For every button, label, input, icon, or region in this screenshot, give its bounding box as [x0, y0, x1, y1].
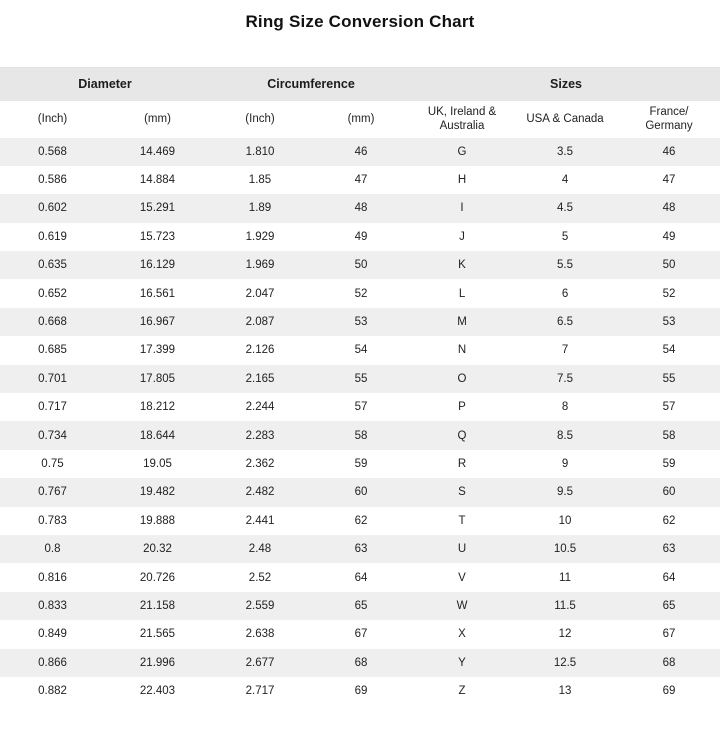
table-cell: P: [458, 401, 466, 414]
table-cell: 2.441: [245, 514, 275, 527]
table-cell: 16.129: [139, 259, 176, 272]
table-cell: 2.283: [245, 429, 275, 442]
table-cell: 62: [354, 514, 368, 527]
table-cell: 5.5: [557, 259, 574, 272]
table-row: [0, 251, 720, 279]
table-cell: 15.291: [139, 202, 176, 215]
table-cell: H: [457, 174, 467, 187]
table-cell: 7: [561, 344, 569, 357]
table-row: [0, 365, 720, 393]
column-header-row: [0, 101, 720, 138]
table-cell: 5: [561, 230, 569, 243]
group-header-circumference: Circumference: [267, 77, 355, 92]
table-cell: 21.158: [139, 599, 176, 612]
column-header-diameter-mm: (mm): [144, 113, 171, 125]
table-cell: 52: [662, 287, 676, 300]
table-cell: 55: [662, 372, 676, 385]
table-cell: 67: [662, 628, 676, 641]
table-cell: 2.165: [245, 372, 275, 385]
table-cell: 6: [561, 287, 569, 300]
table-cell: 16.561: [139, 287, 176, 300]
table-cell: 2.126: [245, 344, 275, 357]
table-cell: 58: [354, 429, 368, 442]
table-cell: W: [456, 599, 468, 612]
table-row: [0, 677, 720, 705]
table-cell: 0.783: [38, 514, 67, 527]
table-cell: 58: [662, 429, 676, 442]
table-row: [0, 649, 720, 677]
table-cell: 49: [662, 230, 676, 243]
table-cell: 4.5: [557, 202, 574, 215]
table-cell: 69: [662, 685, 676, 698]
column-header-uk-ireland-australia: UK, Ireland & Australia: [427, 106, 497, 132]
table-cell: 0.602: [38, 202, 67, 215]
table-cell: 46: [354, 145, 368, 158]
table-cell: 50: [662, 259, 676, 272]
table-cell: 4: [561, 174, 569, 187]
table-cell: 0.652: [38, 287, 67, 300]
table-cell: 2.52: [248, 571, 272, 584]
table-cell: 2.717: [245, 685, 275, 698]
table-cell: 60: [354, 486, 368, 499]
table-row: [0, 279, 720, 307]
table-cell: 18.212: [139, 401, 176, 414]
table-cell: V: [458, 571, 466, 584]
table-cell: 22.403: [139, 685, 176, 698]
table-cell: 6.5: [557, 316, 574, 329]
table-cell: 0.767: [38, 486, 67, 499]
table-cell: 1.969: [245, 259, 275, 272]
table-cell: 12.5: [553, 656, 577, 669]
table-cell: 15.723: [139, 230, 176, 243]
table-cell: 3.5: [557, 145, 574, 158]
table-cell: 0.586: [38, 174, 67, 187]
table-cell: 0.734: [38, 429, 67, 442]
column-header-usa-canada: USA & Canada: [526, 113, 604, 125]
table-row: [0, 194, 720, 222]
table-cell: X: [458, 628, 466, 641]
table-cell: 8: [561, 401, 569, 414]
table-cell: 0.849: [38, 628, 67, 641]
table-cell: M: [457, 316, 467, 329]
table-cell: 62: [662, 514, 676, 527]
table-cell: 2.48: [248, 543, 272, 556]
table-cell: 69: [354, 685, 368, 698]
table-row: [0, 620, 720, 648]
table-cell: 48: [354, 202, 368, 215]
table-cell: 0.75: [41, 457, 64, 470]
table-cell: 53: [354, 316, 368, 329]
table-cell: 63: [662, 543, 676, 556]
table-cell: 60: [662, 486, 676, 499]
table-cell: 1.85: [248, 174, 272, 187]
table-cell: 21.565: [139, 628, 176, 641]
group-header-diameter: Diameter: [78, 77, 132, 92]
table-cell: 59: [662, 457, 676, 470]
table-row: [0, 223, 720, 251]
table-cell: 65: [354, 599, 368, 612]
group-header-row: [0, 68, 720, 101]
table-cell: 59: [354, 457, 368, 470]
table-cell: Z: [458, 685, 466, 698]
table-cell: 0.619: [38, 230, 67, 243]
table-row: [0, 563, 720, 591]
table-cell: 50: [354, 259, 368, 272]
table-row: [0, 421, 720, 449]
table-row: [0, 138, 720, 166]
table-cell: 54: [662, 344, 676, 357]
table-cell: O: [457, 372, 467, 385]
table-body: [0, 138, 720, 706]
table-row: [0, 478, 720, 506]
table-row: [0, 308, 720, 336]
table-cell: 68: [354, 656, 368, 669]
table-cell: 47: [354, 174, 368, 187]
table-cell: 2.244: [245, 401, 275, 414]
table-cell: 17.805: [139, 372, 176, 385]
table-cell: L: [458, 287, 466, 300]
table-cell: 2.638: [245, 628, 275, 641]
table-cell: 12: [558, 628, 572, 641]
table-cell: K: [458, 259, 466, 272]
table-cell: 20.726: [139, 571, 176, 584]
table-cell: 63: [354, 543, 368, 556]
table-cell: 48: [662, 202, 676, 215]
table-cell: 19.05: [143, 457, 172, 470]
table-cell: 18.644: [139, 429, 176, 442]
table-cell: 14.884: [139, 174, 176, 187]
table-cell: 55: [354, 372, 368, 385]
table-row: [0, 592, 720, 620]
table-cell: 9: [561, 457, 569, 470]
table-cell: U: [457, 543, 467, 556]
table-cell: 0.717: [38, 401, 67, 414]
table-row: [0, 336, 720, 364]
table-cell: 46: [662, 145, 676, 158]
table-cell: 17.399: [139, 344, 176, 357]
table-cell: I: [460, 202, 464, 215]
table-cell: 52: [354, 287, 368, 300]
table-cell: Q: [457, 429, 467, 442]
table-cell: 19.888: [139, 514, 176, 527]
table-cell: 2.482: [245, 486, 275, 499]
table-cell: 53: [662, 316, 676, 329]
table-cell: Y: [458, 656, 466, 669]
table-cell: 16.967: [139, 316, 176, 329]
table-cell: 1.89: [248, 202, 272, 215]
table-cell: 2.559: [245, 599, 275, 612]
table-cell: 0.833: [38, 599, 67, 612]
table-cell: 0.568: [38, 145, 67, 158]
table-cell: 2.047: [245, 287, 275, 300]
table-cell: 0.668: [38, 316, 67, 329]
table-row: [0, 535, 720, 563]
column-header-circumference-inch: (Inch): [245, 113, 275, 125]
table-cell: 8.5: [557, 429, 574, 442]
table-cell: 49: [354, 230, 368, 243]
table-cell: 65: [662, 599, 676, 612]
column-header-diameter-inch: (Inch): [37, 113, 68, 125]
table-row: [0, 450, 720, 478]
table-cell: 0.635: [38, 259, 67, 272]
table-cell: 2.087: [245, 316, 275, 329]
table-cell: G: [457, 145, 467, 158]
table-cell: 1.810: [245, 145, 275, 158]
table-cell: 0.882: [38, 685, 67, 698]
table-cell: N: [457, 344, 467, 357]
table-cell: 20.32: [143, 543, 172, 556]
table-cell: 0.701: [38, 372, 67, 385]
table-cell: S: [458, 486, 466, 499]
table-cell: 11.5: [554, 599, 576, 612]
table-cell: 64: [354, 571, 368, 584]
table-cell: 7.5: [557, 372, 574, 385]
table-cell: T: [458, 514, 466, 527]
page-title: Ring Size Conversion Chart: [245, 12, 475, 31]
table-cell: 0.866: [38, 656, 67, 669]
table-cell: 57: [354, 401, 368, 414]
table-cell: 0.8: [44, 543, 61, 556]
table-cell: 11: [559, 571, 571, 584]
table-head: [0, 68, 720, 138]
column-header-circumference-mm: (mm): [347, 113, 375, 125]
table-cell: 14.469: [139, 145, 176, 158]
table-cell: 10: [558, 514, 572, 527]
table-cell: 13: [558, 685, 572, 698]
table-cell: 2.677: [245, 656, 275, 669]
table-cell: R: [457, 457, 467, 470]
table-row: [0, 507, 720, 535]
table-cell: 57: [662, 401, 676, 414]
table-cell: 10.5: [553, 543, 577, 556]
table-cell: 2.362: [245, 457, 275, 470]
table-row: [0, 166, 720, 194]
table-row: [0, 393, 720, 421]
table-cell: 0.816: [38, 571, 67, 584]
table-cell: 64: [662, 571, 676, 584]
table-cell: 1.929: [245, 230, 275, 243]
table-cell: 68: [662, 656, 676, 669]
group-header-sizes: Sizes: [550, 77, 582, 92]
table-cell: 67: [354, 628, 368, 641]
ring-size-conversion-table: [0, 67, 720, 705]
table-cell: 54: [354, 344, 368, 357]
table-cell: 47: [662, 174, 676, 187]
table-cell: 9.5: [557, 486, 574, 499]
table-cell: 21.996: [139, 656, 176, 669]
table-cell: J: [459, 230, 465, 243]
column-header-france-germany: France/ Germany: [645, 106, 693, 132]
table-cell: 0.685: [38, 344, 67, 357]
table-cell: 19.482: [139, 486, 176, 499]
